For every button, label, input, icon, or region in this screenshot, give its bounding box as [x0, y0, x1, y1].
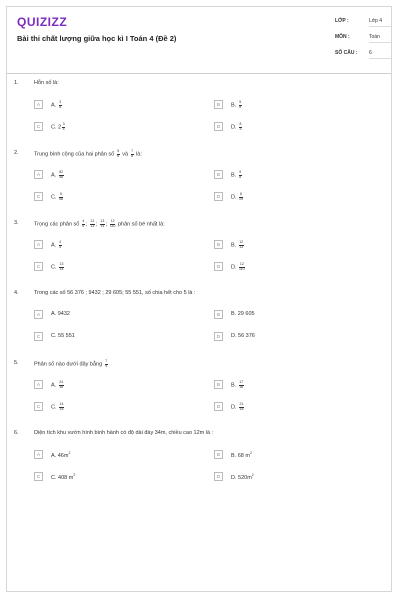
- option-letter-box[interactable]: A: [34, 380, 43, 389]
- option-text: B. $\frac{17}{18}$: [231, 380, 244, 389]
- option-letter-box[interactable]: C: [34, 472, 43, 481]
- option-text: B. $\frac{5}{8}$: [231, 100, 242, 109]
- fraction: $\frac{12}{13}$: [239, 240, 244, 249]
- option-letter-box[interactable]: A: [34, 310, 43, 319]
- option-6-d[interactable]: [214, 472, 354, 482]
- worksheet-title: Bài thi chất lượng giữa học kì I Toán 4 (Đề 2): [17, 34, 177, 43]
- option-text: D. $\frac{8}{19}$: [231, 192, 243, 201]
- option-letter-box[interactable]: A: [34, 170, 43, 179]
- option-1-b[interactable]: [214, 100, 354, 110]
- fraction: $\frac{8}{3}$: [239, 122, 242, 131]
- option-3-a[interactable]: [34, 240, 174, 250]
- fraction: $\frac{9}{8}$: [239, 170, 242, 179]
- question-number: 5.: [14, 360, 19, 366]
- fraction: $\frac{24}{18}$: [59, 380, 64, 389]
- option-letter-box[interactable]: B: [214, 240, 223, 249]
- option-text: D. $\frac{8}{3}$: [231, 122, 242, 131]
- fraction: $\frac{14}{18}$: [59, 402, 64, 411]
- option-text: D. $\frac{12}{110}$: [231, 262, 245, 271]
- option-text: C. $\frac{13}{14}$: [51, 262, 64, 271]
- option-5-b[interactable]: [214, 380, 354, 390]
- option-2-b[interactable]: [214, 170, 354, 180]
- option-letter-box[interactable]: B: [214, 170, 223, 179]
- fraction: $\frac{4}{5}$: [59, 240, 62, 249]
- question-text-part: phân số bé nhất là:: [117, 221, 165, 228]
- fraction: $\frac{8}{19}$: [239, 192, 243, 201]
- option-text: B. 68 $m^2$: [231, 451, 252, 459]
- option-text: A. $\frac{82}{48}$: [51, 170, 64, 179]
- question-text: [34, 360, 109, 368]
- option-letter-box[interactable]: D: [214, 332, 223, 341]
- option-letter-box[interactable]: C: [34, 402, 43, 411]
- option-text: C. 2 $\frac{3}{4}$: [51, 122, 65, 131]
- question-text-part: Trung bình cộng của hai phân số: [34, 151, 115, 158]
- meta-count-value: 6: [369, 50, 372, 56]
- option-letter-box[interactable]: B: [214, 310, 223, 319]
- fraction: $\frac{3}{4}$: [62, 122, 65, 131]
- option-text: C. 408 $m^2$: [51, 473, 76, 481]
- option-letter-box[interactable]: A: [34, 100, 43, 109]
- option-letter-box[interactable]: C: [34, 122, 43, 131]
- fraction: $\frac{12}{13}$: [90, 219, 95, 228]
- option-text: B. $\frac{9}{8}$: [231, 170, 242, 179]
- fraction: $\frac{13}{14}$: [100, 219, 105, 228]
- question-text: Trong các số 56 376 ; 9432 ; 29 605; 55 551, số chia hết cho 5 là :: [34, 290, 196, 296]
- fraction: $\frac{12}{110}$: [239, 262, 245, 271]
- option-letter-box[interactable]: B: [214, 100, 223, 109]
- option-text: B. $\frac{12}{13}$: [231, 240, 244, 249]
- option-text: A. $\frac{24}{18}$: [51, 380, 64, 389]
- fraction: $\frac{82}{48}$: [59, 170, 64, 179]
- option-5-a[interactable]: [34, 380, 174, 390]
- question-text-part: là:: [136, 151, 142, 158]
- option-4-c[interactable]: [34, 332, 174, 342]
- option-letter-box[interactable]: C: [34, 192, 43, 201]
- question-text: Trọng các phân số $\frac{4}{5}$ ; $\frac{12}{13}$ ; $\frac{13}{14}$ ; $\frac{12}{110}$ phân số bé nhất là:: [34, 219, 165, 228]
- option-letter-box[interactable]: B: [214, 450, 223, 459]
- question-number: 4.: [14, 290, 19, 296]
- option-letter-box[interactable]: C: [34, 332, 43, 341]
- question-number: 6.: [14, 430, 19, 436]
- fraction: $\frac{13}{14}$: [59, 262, 64, 271]
- fraction: $\frac{5}{48}$: [59, 192, 63, 201]
- meta-count-label: SỐ CÂU :: [335, 50, 358, 56]
- option-text: B. 29 605: [231, 311, 255, 317]
- fraction: $\frac{3}{8}$: [59, 100, 62, 109]
- option-6-a[interactable]: [34, 450, 174, 460]
- meta-class-label: LỚP :: [335, 18, 349, 24]
- option-1-c[interactable]: [34, 122, 174, 132]
- quizizz-logo: QUIZIZZ: [17, 15, 68, 29]
- fraction: $\frac{5}{8}$: [239, 100, 242, 109]
- option-letter-box[interactable]: D: [214, 402, 223, 411]
- option-text: C. $\frac{14}{18}$: [51, 402, 64, 411]
- option-letter-box[interactable]: D: [214, 122, 223, 131]
- meta-subject-value: Toán: [369, 34, 380, 40]
- option-text: D. $\frac{21}{18}$: [231, 402, 244, 411]
- option-letter-box[interactable]: A: [34, 450, 43, 459]
- option-4-a[interactable]: [34, 310, 174, 320]
- question-text-part: và: [122, 151, 129, 158]
- option-letter-box[interactable]: C: [34, 262, 43, 271]
- question-text-part: Phân số nào dưới đây bằng: [34, 361, 103, 368]
- question-number: 2.: [14, 150, 19, 156]
- fraction: $\frac{21}{18}$: [239, 402, 244, 411]
- option-5-c[interactable]: [34, 402, 174, 412]
- option-text: D. 56 376: [231, 333, 255, 339]
- option-text: A. $46m^2$: [51, 451, 71, 459]
- meta-class-value: Lớp 4: [369, 18, 383, 24]
- option-text: C. 55 551: [51, 333, 75, 339]
- fraction: $\frac{12}{110}$: [109, 219, 116, 228]
- option-5-d[interactable]: [214, 402, 354, 412]
- question-text: [34, 150, 142, 158]
- option-3-d[interactable]: [214, 262, 354, 272]
- option-3-b[interactable]: [214, 240, 354, 250]
- option-text: A. $\frac{4}{5}$: [51, 240, 62, 249]
- option-text: C. $\frac{5}{48}$: [51, 192, 63, 201]
- option-1-a[interactable]: [34, 100, 174, 110]
- option-6-b[interactable]: [214, 450, 354, 460]
- question-number: 3.: [14, 220, 19, 226]
- option-text: A. $\frac{3}{8}$: [51, 100, 62, 109]
- option-3-c[interactable]: [34, 262, 174, 272]
- option-6-c[interactable]: [34, 472, 174, 482]
- option-2-d[interactable]: [214, 192, 354, 202]
- option-text: D. $520m^2$: [231, 473, 254, 481]
- question-text: Diện tích khu vườn hình bình hành có độ dài đáy 34m, chiều cao 12m là :: [34, 430, 214, 436]
- worksheet-page: [6, 6, 392, 592]
- option-4-d[interactable]: [214, 332, 354, 342]
- option-1-d[interactable]: [214, 122, 354, 132]
- meta-subject-label: MÔN :: [335, 34, 350, 40]
- worksheet-header: [7, 7, 391, 74]
- option-4-b[interactable]: [214, 310, 354, 320]
- fraction: $\frac{17}{18}$: [239, 380, 244, 389]
- fraction: $\frac{7}{8}$: [131, 149, 134, 158]
- option-letter-box[interactable]: A: [34, 240, 43, 249]
- option-letter-box[interactable]: B: [214, 380, 223, 389]
- question-text-part: Trọng các phân số: [34, 221, 80, 228]
- option-2-c[interactable]: [34, 192, 174, 202]
- option-2-a[interactable]: [34, 170, 174, 180]
- fraction: $\frac{4}{5}$: [82, 219, 85, 228]
- option-letter-box[interactable]: D: [214, 262, 223, 271]
- option-letter-box[interactable]: D: [214, 192, 223, 201]
- fraction: $\frac{5}{6}$: [117, 149, 120, 158]
- fraction: $\frac{7}{9}$: [105, 359, 108, 368]
- question-number: 1.: [14, 80, 19, 86]
- option-letter-box[interactable]: D: [214, 472, 223, 481]
- question-text: Hỗn số là:: [34, 80, 59, 86]
- option-text: A. 9432: [51, 311, 70, 317]
